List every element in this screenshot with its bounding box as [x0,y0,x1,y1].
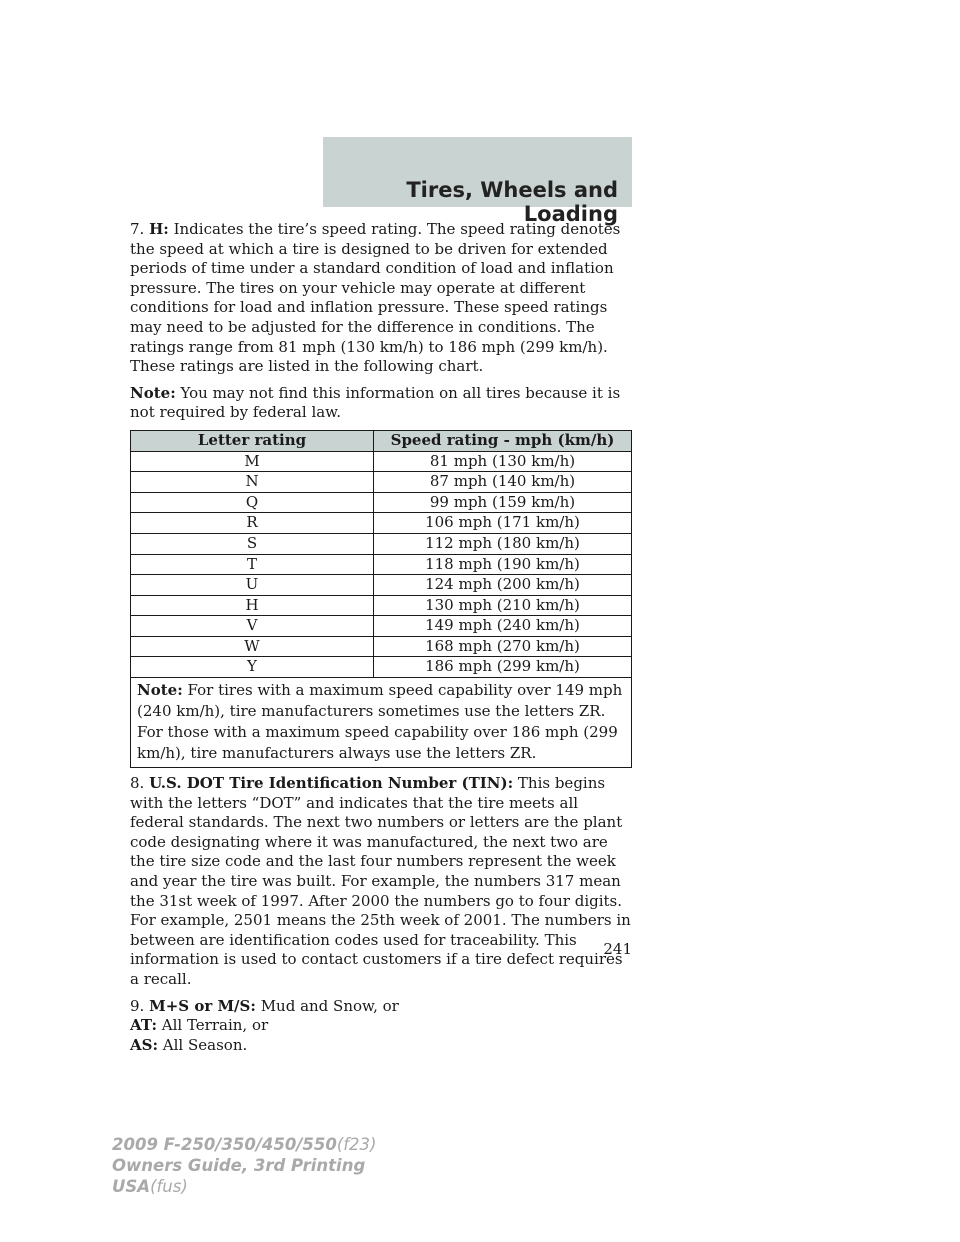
page-number: 241 [603,940,632,958]
table-row [131,616,632,637]
item-9-text-at: All Terrain, or [161,1016,269,1035]
table-note-cell [131,678,632,768]
item-9-term-at: AT: [130,1016,157,1035]
table-note-text: For tires with a maximum speed capability over 149 mph (240 km/h), tire manufacturers sometimes use the letters ZR. For those with a maximum speed capability over 186 mph (299 km/h), tire manufacturers always use the letters ZR. [137,681,623,763]
item-9-term-as: AS: [130,1035,159,1054]
item-9-text-ms: Mud and Snow, or [260,996,399,1015]
speed-rating-table [130,430,632,768]
letter-cell: Q [131,492,374,513]
table-note-row [131,678,632,768]
table-row [131,595,632,616]
table-row [131,451,632,472]
footer-market-code: (fus) [150,1177,188,1196]
speed-cell: 124 mph (200 km/h) [374,575,632,596]
section-title: Tires, Wheels and Loading [406,178,618,226]
page-content [130,220,632,1062]
item-7-paragraph [130,220,632,377]
letter-cell: M [131,451,374,472]
item-9-paragraph [130,997,632,1056]
letter-cell: H [131,595,374,616]
speed-cell: 149 mph (240 km/h) [374,616,632,637]
item-7-term: H: [149,220,169,238]
item-8-number: 8. [130,774,145,793]
footer-model-code: (f23) [336,1135,377,1154]
note-paragraph [130,384,632,423]
note-text: You may not find this information on all tires because it is not required by federal law. [130,383,621,422]
speed-cell: 168 mph (270 km/h) [374,636,632,657]
table-row [131,554,632,575]
footer-line-1 [112,1134,377,1155]
note-label: Note: [130,383,176,402]
letter-cell: V [131,616,374,637]
column-header-letter: Letter rating [131,430,374,451]
footer-line-2: Owners Guide, 3rd Printing [112,1156,366,1175]
item-9-term-ms: M+S or M/S: [149,996,256,1015]
table-row [131,472,632,493]
letter-cell: Y [131,657,374,678]
document-footer [112,1134,377,1197]
letter-cell: R [131,513,374,534]
item-7-number: 7. [130,220,145,238]
item-8-text: This begins with the letters “DOT” and indicates that the tire meets all federal standards. The next two numbers or letters are the plant code designating where it was manufactured, the next two are the tire size code and the last four numbers represent the week and year the tire was built. For example, the numbers 317 mean the 31st week of 1997. After 2000 the numbers go to four digits. For example, 2501 means the 25th week of 2001. The numbers in between are identification codes used for traceability. This information is used to contact customers if a tire defect requires a recall. [130,774,631,988]
item-8-paragraph [130,774,632,990]
table-row [131,513,632,534]
table-row [131,492,632,513]
table-row [131,533,632,554]
speed-cell: 186 mph (299 km/h) [374,657,632,678]
speed-cell: 130 mph (210 km/h) [374,595,632,616]
footer-line-3 [112,1176,377,1197]
speed-cell: 81 mph (130 km/h) [374,451,632,472]
table-note-label: Note: [137,681,183,700]
item-7-text: Indicates the tire’s speed rating. The speed rating denotes the speed at which a tire is designed to be driven for extended periods of time under a standard condition of load and inflation pressure. The tires on your vehicle may operate at different conditions for load and inflation pressure. These speed ratings may need to be adjusted for the difference in conditions. The ratings range from 81 mph (130 km/h) to 186 mph (299 km/h). These ratings are listed in the following chart. [130,220,621,376]
letter-cell: U [131,575,374,596]
item-9-text-as: All Season. [162,1035,248,1054]
letter-cell: T [131,554,374,575]
footer-market: USA [112,1177,151,1196]
speed-cell: 106 mph (171 km/h) [374,513,632,534]
table-header-row [131,430,632,451]
letter-cell: N [131,472,374,493]
column-header-speed: Speed rating - mph (km/h) [374,430,632,451]
speed-cell: 87 mph (140 km/h) [374,472,632,493]
table-row [131,636,632,657]
speed-cell: 112 mph (180 km/h) [374,533,632,554]
table-row [131,575,632,596]
speed-cell: 99 mph (159 km/h) [374,492,632,513]
speed-cell: 118 mph (190 km/h) [374,554,632,575]
table-row [131,657,632,678]
letter-cell: S [131,533,374,554]
footer-model: 2009 F-250/350/450/550 [112,1135,337,1154]
item-9-number: 9. [130,996,145,1015]
letter-cell: W [131,636,374,657]
item-8-term: U.S. DOT Tire Identification Number (TIN): [149,774,514,793]
